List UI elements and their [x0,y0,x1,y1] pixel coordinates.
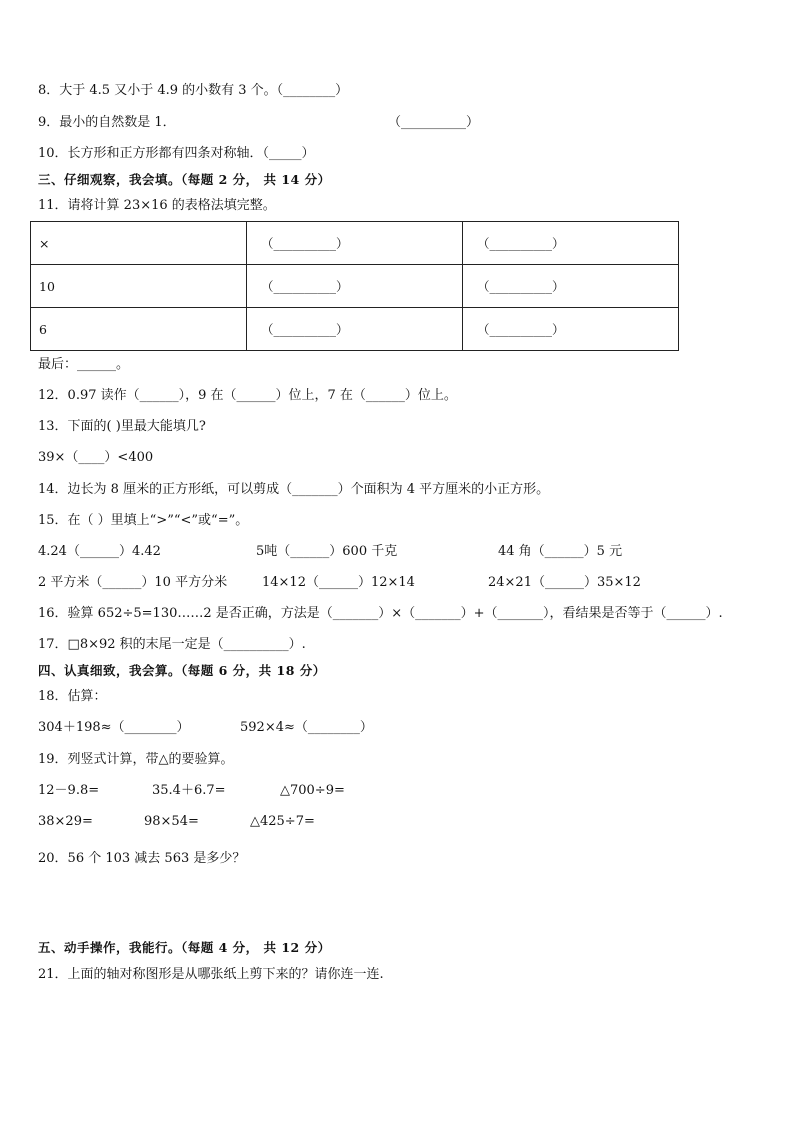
question-9: 9．最小的自然数是 1． [38,115,176,130]
question-19: 19．列竖式计算，带△的要验算。 [38,752,234,767]
question-10: 10．长方形和正方形都有四条对称轴．（_____） [38,146,315,161]
estimate-item: 304＋198≈（________） [38,720,190,735]
section-4-heading: 四、认真细致，我会算。（每题 6 分，共 18 分） [38,663,326,678]
answer-blank: （__________） [463,308,679,351]
compare-item: 5吨（______）600 千克 [256,544,398,559]
multiplication-grid-table [30,221,679,351]
answer-blank: （__________） [247,222,463,265]
question-21: 21．上面的轴对称图形是从哪张纸上剪下来的？请你连一连. [38,967,384,982]
answer-blank: （__________） [247,308,463,351]
question-17: 17．□8×92 积的末尾一定是（__________）. [38,637,306,652]
answer-blank: （__________） [247,265,463,308]
question-8: 8．大于 4.5 又小于 4.9 的小数有 3 个。（________） [38,83,349,98]
question-12: 12．0.97 读作（______），9 在（______）位上，7 在（______）位上。 [38,388,457,403]
section-3-heading: 三、仔细观察，我会填。（每题 2 分， 共 14 分） [38,172,331,187]
table-row [31,265,679,308]
question-13-expression: 39×（____）<400 [38,450,154,465]
calc-item: 38×29= [38,814,93,829]
question-9-blank: （__________） [388,115,480,130]
answer-blank: （__________） [463,222,679,265]
table-row [31,222,679,265]
compare-item: 24×21（______）35×12 [488,575,641,590]
question-11: 11．请将计算 23×16 的表格法填完整。 [38,198,276,213]
compare-item: 2 平方米（______）10 平方分米 [38,575,228,590]
calc-item: 35.4＋6.7= [152,783,226,798]
question-11-final: 最后：______。 [38,357,130,372]
question-14: 14．边长为 8 厘米的正方形纸，可以剪成（_______）个面积为 4 平方厘米的小正方形。 [38,482,550,497]
question-18: 18．估算： [38,689,107,704]
question-15: 15．在（ ）里填上“>”“<”或“=”。 [38,513,249,528]
answer-blank: （__________） [463,265,679,308]
section-5-heading: 五、动手操作，我能行。（每题 4 分， 共 12 分） [38,940,331,955]
table-cell: 10 [31,265,247,308]
calc-item: 12－9.8= [38,783,100,798]
table-cell: × [31,222,247,265]
question-16: 16．验算 652÷5=130……2 是否正确，方法是（_______）×（_______）+（_______），看结果是否等于（______）. [38,606,723,621]
calc-item: 98×54= [144,814,199,829]
estimate-item: 592×4≈（________） [240,720,373,735]
compare-item: 14×12（______）12×14 [262,575,415,590]
calc-item: △700÷9= [280,783,345,798]
compare-item: 44 角（______）5 元 [498,544,623,559]
question-13: 13．下面的( )里最大能填几? [38,419,206,434]
compare-item: 4.24（______）4.42 [38,544,161,559]
table-row [31,308,679,351]
question-20: 20．56 个 103 减去 563 是多少？ [38,851,246,866]
table-cell: 6 [31,308,247,351]
calc-item: △425÷7= [250,814,315,829]
